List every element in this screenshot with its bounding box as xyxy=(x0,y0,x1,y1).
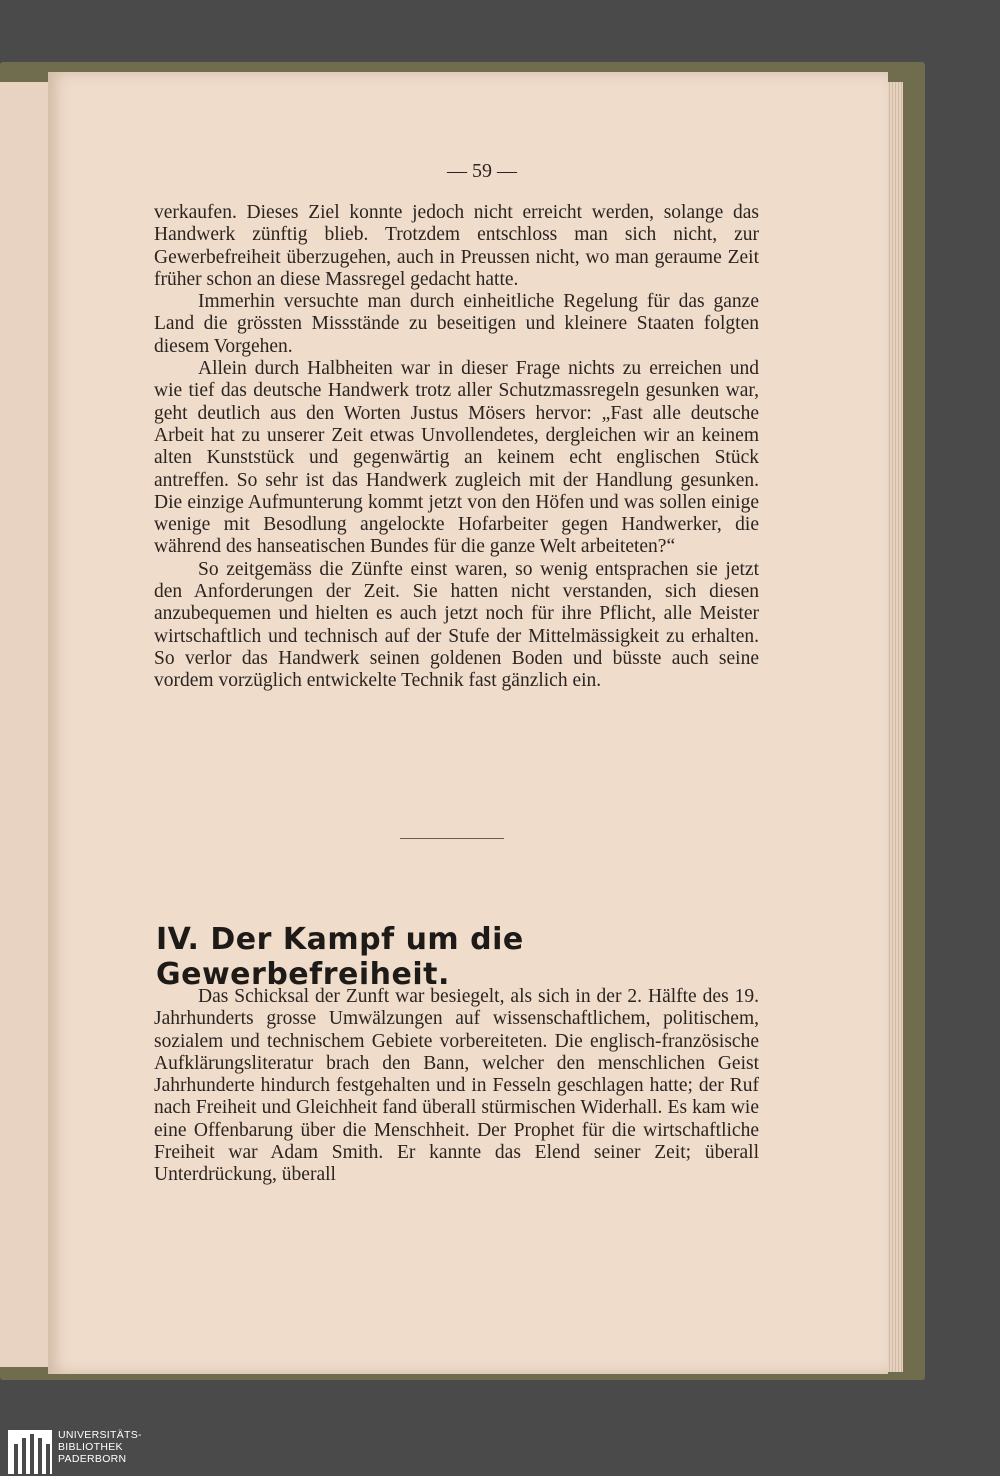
footer-bar xyxy=(0,1425,1000,1476)
paragraph: Immerhin versuchte man durch einheitliche Regelung für das ganze Land die grössten Missstände zu beseitigen und kleinere Staaten folgten diesem Vorgehen. xyxy=(154,291,759,357)
paragraph: So zeitgemäss die Zünfte einst waren, so wenig entsprachen sie jetzt den Anforderungen der Zeit. Sie hatten nicht verstanden, sich diesen anzubequemen und hielten es auch jetzt noch für ihre Pflicht, alle Meister wirtschaftlich und technisch auf der Stufe der Mittelmässigkeit zu erhalten. So verlor das Handwerk seinen goldenen Boden und büsste auch seine vordem vorzüglich entwickelte Technik fast gänzlich ein. xyxy=(154,558,759,692)
paragraph: verkaufen. Dieses Ziel konnte jedoch nicht erreicht werden, solange das Handwerk zünftig blieb. Trotzdem entschloss man sich nicht, zur Gewerbefreiheit überzugehen, auch in Preussen nicht, wo man geraume Zeit früher schon an diese Massregel gedacht hatte. xyxy=(154,202,759,290)
library-name-line2: BIBLIOTHEK xyxy=(58,1441,123,1453)
chapter-heading: IV. Der Kampf um die Gewerbefreiheit. xyxy=(156,922,524,992)
library-name-line1: UNIVERSITÄTS- xyxy=(58,1429,142,1441)
section-divider xyxy=(400,838,504,839)
library-logo-icon xyxy=(8,1430,52,1474)
paragraph: Das Schicksal der Zunft war besiegelt, als sich in der 2. Hälfte des 19. Jahrhunderts grosse Umwälzungen auf wissenschaftlichem, politischem, sozialem und technischem Gebiete vorbereiteten. Die englisch-französische Aufklärungsliteratur brach den Bann, welcher den menschlichen Geist Jahrhunderte hindurch festgehalten und in Fesseln geschlagen hatte; der Ruf nach Freiheit und Gleichheit fand überall stürmischen Widerhall. Es kam wie eine Offenbarung über die Menschheit. Der Prophet für die wirtschaftliche Freiheit war Adam Smith. Er kannte das Elend seiner Zeit; überall Unterdrückung, überall xyxy=(154,986,759,1186)
page-number: — 59 — xyxy=(447,160,517,182)
book-page xyxy=(48,72,888,1374)
text-block-after-heading xyxy=(154,986,759,1187)
text-block-before-heading xyxy=(154,202,759,693)
library-name-line3: PADERBORN xyxy=(58,1453,127,1465)
paragraph: Allein durch Halbheiten war in dieser Frage nichts zu erreichen und wie tief das deutsche Handwerk trotz aller Schutzmassregeln gesunken war, geht deutlich aus den Worten Justus Mösers hervor: „Fast alle deutsche Arbeit hat zu unserer Zeit etwas Unvollendetes, dergleichen wir an keinem alten Kunststück und gegenwärtig an keinem echt englischen Stück antreffen. So sehr ist das Handwerk zugleich mit der Handlung gesunken. Die einzige Aufmunterung kommt jetzt von den Höfen und was sollen einige wenige mit Besodlung angelockte Hofarbeiter gegen Handwerker, die während des hanseatischen Bundes für die ganze Welt arbeiteten?“ xyxy=(154,358,759,558)
library-name xyxy=(58,1429,142,1465)
left-page-edge xyxy=(0,82,50,1367)
